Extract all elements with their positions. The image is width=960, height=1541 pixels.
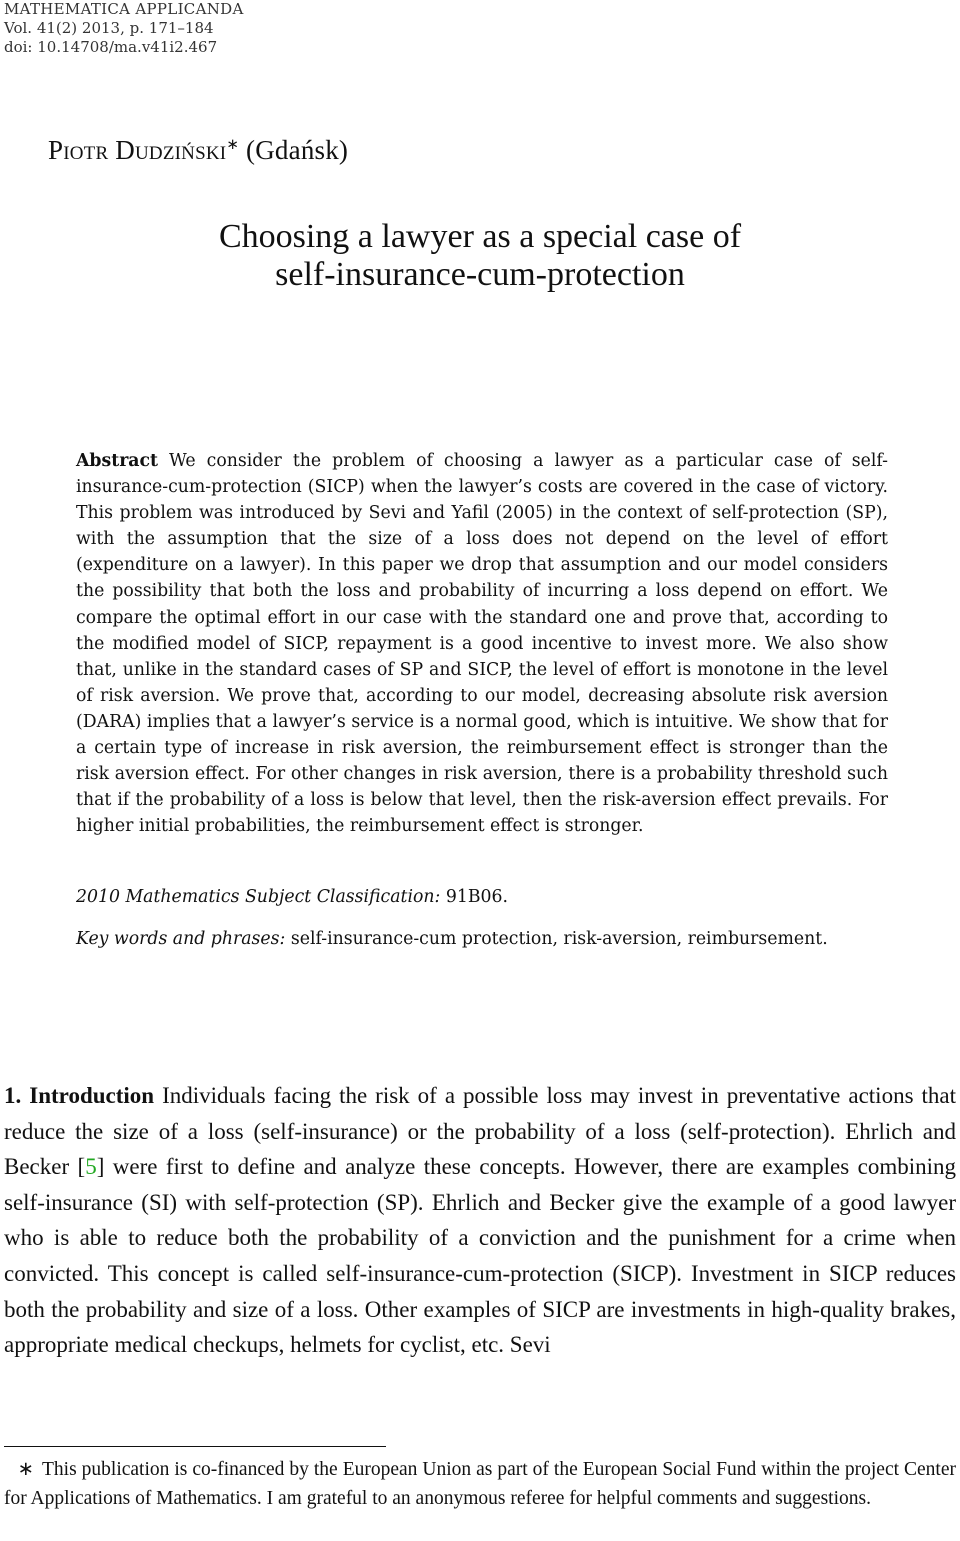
footnote-mark: ∗ xyxy=(17,1459,34,1480)
doi-link[interactable]: doi: 10.14708/ma.v41i2.467 xyxy=(4,38,218,56)
section-title: Introduction xyxy=(29,1083,155,1108)
author-footnote-mark[interactable]: ∗ xyxy=(226,137,240,153)
footnote xyxy=(4,1455,956,1513)
author-name: Piotr Dudziński xyxy=(48,135,227,165)
abstract-text: We consider the problem of choosing a lawyer as a particular case of self-insurance-cum-protection (SICP) when the lawyer’s costs are covered in the case of victory. This problem was introduced by Sevi and Yafil (2005) in the context of self-protection (SP), with the assumption that the size of a loss does not depend on the level of effort (expenditure on a lawyer). In this paper we drop that assumption and our model considers the possibility that both the loss and probability of incurring a loss depend on effort. We compare the optimal effort in our case with the standard one and prove that, according to the modified model of SICP, repayment is a good incentive to invest more. We also show that, unlike in the standard cases of SP and SICP, the level of effort is monotone in the level of risk aversion. We prove that, according to our model, decreasing absolute risk aversion (DARA) implies that a lawyer’s service is a normal good, which is intuitive. We show that for a certain type of increase in risk aversion, the reimbursement effect is stronger than the risk aversion effect. For other changes in risk aversion, there is a probability threshold such that if the probability of a loss is below that level, then the risk-aversion effect prevails. For higher initial probabilities, the reimbursement effect is stronger. xyxy=(76,451,889,837)
paper-title xyxy=(0,218,960,294)
author-affiliation: (Gdańsk) xyxy=(246,135,349,165)
section-number: 1. xyxy=(4,1083,22,1108)
footnote-rule xyxy=(4,1446,386,1447)
citation-close-bracket: ] xyxy=(96,1154,105,1180)
msc-classification xyxy=(76,884,508,910)
journal-header xyxy=(4,0,244,57)
keywords-label: Key words and phrases: xyxy=(76,929,286,949)
introduction-section xyxy=(4,1078,956,1363)
intro-text-part-2: were first to define and analyze these concepts. However, there are examples combining self-insurance (SI) with self-protection (SP). Ehrlich and Becker give the example of a good lawyer who is able to reduce both the probability of a conviction and the punishment for a crime when convicted. This concept is called self-insurance-cum-protection (SICP). Investment in SICP reduces both the probability and size of a loss. Other examples of SICP are investments in high-quality brakes, appropriate medical checkups, helmets for cyclist, etc. Sevi xyxy=(4,1154,956,1358)
abstract xyxy=(76,448,888,839)
journal-volume: Vol. 41(2) 2013, p. 171–184 xyxy=(4,19,214,37)
msc-value: 91B06. xyxy=(445,887,509,907)
msc-label: 2010 Mathematics Subject Classification: xyxy=(76,887,441,907)
title-line-1: Choosing a lawyer as a special case of xyxy=(218,218,742,255)
author-line xyxy=(0,135,960,166)
title-line-2: self-insurance-cum-protection xyxy=(275,256,685,293)
keywords xyxy=(76,926,828,952)
keywords-value: self-insurance-cum protection, risk-aversion, reimbursement. xyxy=(290,929,828,949)
intro-text-part-1: Individuals facing the risk of a possible loss may invest in preventative actions that reduce the size of a loss (self-insurance) or the probability of a loss (self-protection). Ehrlich and Becker xyxy=(4,1083,957,1180)
journal-name: MATHEMATICA APPLICANDA xyxy=(4,0,244,18)
abstract-label: Abstract xyxy=(76,451,159,471)
citation-open-bracket: [ xyxy=(77,1154,86,1180)
footnote-text: This publication is co-financed by the European Union as part of the European Social Fund within the project Center for Applications of Mathematics. I am grateful to an anonymous referee for helpful comments and suggestions. xyxy=(4,1459,956,1509)
citation-link[interactable]: 5 xyxy=(85,1154,97,1180)
